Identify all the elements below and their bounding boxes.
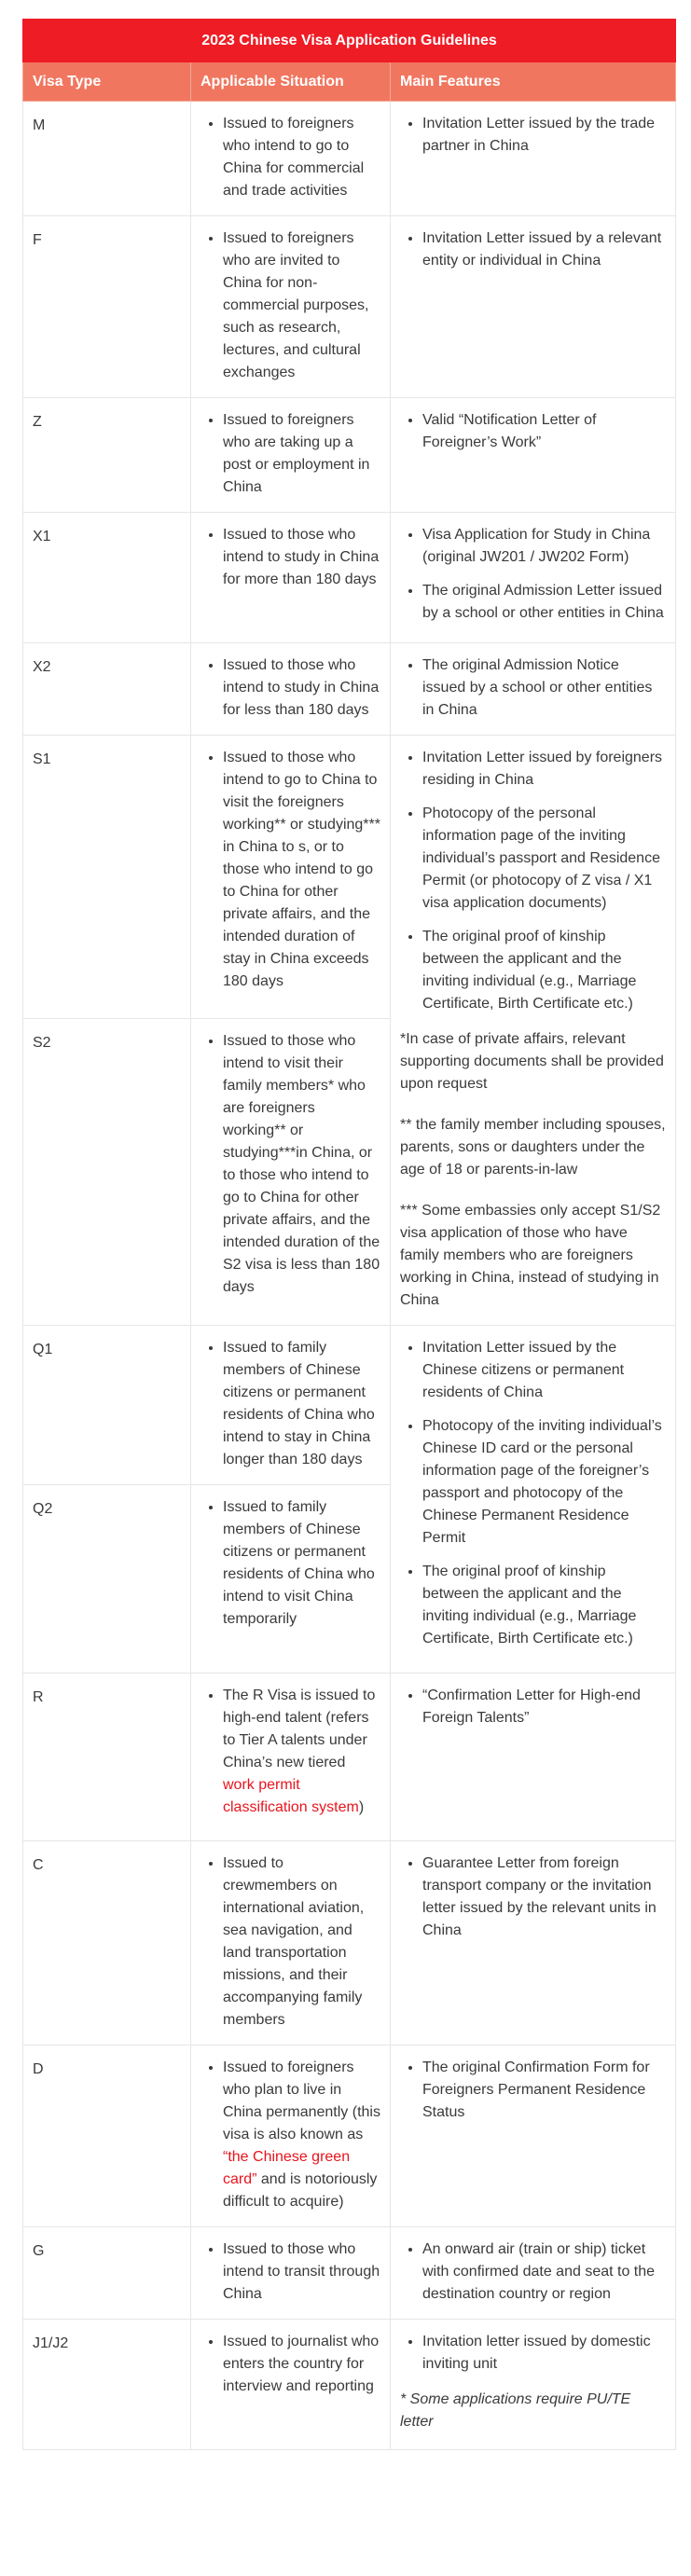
visa-guidelines-table [22,19,676,2450]
situation-z-item: • Issued to foreigners who are taking up a post or employment in China [223,409,380,499]
features-f [391,216,676,398]
note-s-3: *** Some embassies only accept S1/S2 visa application of those who have family members who are foreigners working in China, instead of studying in China [400,1203,661,1308]
row-j1-j2 [23,2320,676,2450]
situation-d-item [223,2057,380,2213]
situation-c [191,1841,391,2046]
situation-f-item: • Issued to foreigners who are invited to China for non-commercial purposes, such as research, lectures, and cultural exchanges [223,227,380,384]
visa-type-g: G [23,2227,191,2320]
situation-z [191,398,391,513]
features-j1-j2 [391,2320,676,2450]
situation-m [191,102,391,216]
visa-type-m: M [23,102,191,216]
row-x1 [23,513,676,643]
row-r [23,1674,676,1841]
header-visa-type: Visa Type [23,62,191,102]
visa-guidelines-wrapper [22,19,675,2450]
feature-x1-2: • The original Admission Letter issued by a school or other entities in China [422,580,666,625]
row-q1 [23,1326,676,1485]
situation-s2-item: • Issued to those who intend to visit their family members* who are foreigners working** or studying***in China, or to those who intend to go to China for other private affairs, and the intended duration of the S2 visa is less than 180 days [223,1030,380,1299]
note-s-1: *In case of private affairs, relevant supporting documents shall be provided upon request [400,1031,664,1092]
situation-x2-item: • Issued to those who intend to study in China for less than 180 days [223,654,380,722]
features-q1-q2 [391,1326,676,1674]
row-c [23,1841,676,2046]
feature-g-1: • An onward air (train or ship) ticket with confirmed date and seat to the destination country or region [422,2239,666,2306]
feature-q-2: • Photocopy of the inviting individual’s Chinese ID card or the personal information page of the foreigner’s passport and photocopy of the Chinese Permanent Residence Permit [422,1415,666,1550]
situation-d-text-end: and is notoriously difficult to acquire) [223,2171,378,2210]
feature-c-1: • Guarantee Letter from foreign transport company or the invitation letter issued by the relevant units in China [422,1853,666,1942]
situation-g [191,2227,391,2320]
situation-s2 [191,1018,391,1325]
features-c [391,1841,676,2046]
feature-j-1: • Invitation letter issued by domestic inviting unit [422,2331,666,2376]
visa-type-c: C [23,1841,191,2046]
feature-x1-1: • Visa Application for Study in China (original JW201 / JW202 Form) [422,524,666,569]
visa-type-x1: X1 [23,513,191,643]
row-g [23,2227,676,2320]
visa-type-r: R [23,1674,191,1841]
row-x2 [23,643,676,736]
situation-r-item [223,1685,380,1819]
visa-type-x2: X2 [23,643,191,736]
situation-j-item: • Issued to journalist who enters the country for interview and reporting [223,2331,380,2398]
feature-q-3: • The original proof of kinship between the applicant and the inviting individual (e.g., Marriage Certificate, Birth Certificate etc.) [422,1561,666,1650]
feature-q-1: • Invitation Letter issued by the Chinese citizens or permanent residents of China [422,1337,666,1404]
visa-type-s1: S1 [23,736,191,1019]
situation-g-item: • Issued to those who intend to transit through China [223,2239,380,2306]
situation-m-item: • Issued to foreigners who intend to go to China for commercial and trade activities [223,113,380,202]
note-j: * Some applications require PU/TE letter [400,2391,631,2430]
row-s1 [23,736,676,1019]
visa-type-q2: Q2 [23,1485,191,1674]
situation-f [191,216,391,398]
visa-type-z: Z [23,398,191,513]
situation-q1-item: • Issued to family members of Chinese citizens or permanent residents of China who intend to stay in China longer than 180 days [223,1337,380,1471]
feature-s-1: • Invitation Letter issued by foreigners residing in China [422,747,666,792]
situation-x1 [191,513,391,643]
situation-d [191,2046,391,2227]
features-d [391,2046,676,2227]
header-main-features: Main Features [391,62,676,102]
feature-m-1: • Invitation Letter issued by the trade partner in China [422,113,666,158]
row-m [23,102,676,216]
features-g [391,2227,676,2320]
features-x1 [391,513,676,643]
visa-type-d: D [23,2046,191,2227]
situation-r-text-end: ) [358,1799,365,1815]
row-f [23,216,676,398]
situation-x2 [191,643,391,736]
table-title: 2023 Chinese Visa Application Guidelines [23,20,676,62]
features-z [391,398,676,513]
work-permit-classification-link[interactable]: work permit classification system [223,1777,359,1815]
situation-x1-item: • Issued to those who intend to study in China for more than 180 days [223,524,380,591]
title-row [23,20,676,62]
feature-s-3: • The original proof of kinship between the applicant and the inviting individual (e.g., Marriage Certificate, Birth Certificate etc.) [422,926,666,1015]
visa-type-f: F [23,216,191,398]
situation-q1 [191,1326,391,1485]
situation-s1-item: • Issued to those who intend to go to China to visit the foreigners working** or studying*** in China to s, or to those who intend to go to China for other private affairs, and the intended duration of stay in China exceeds 180 days [223,747,380,993]
situation-c-item: • Issued to crewmembers on international aviation, sea navigation, and land transportation missions, and their accompanying family members [223,1853,380,2032]
feature-z-1: • Valid “Notification Letter of Foreigner’s Work” [422,409,666,454]
situation-q2-item: • Issued to family members of Chinese citizens or permanent residents of China who intend to visit China temporarily [223,1496,380,1631]
situation-r [191,1674,391,1841]
situation-r-text: The R Visa is issued to high-end talent (refers to Tier A talents under China’s new tiered [223,1687,376,1770]
feature-s-2: • Photocopy of the personal information page of the inviting individual’s passport and Residence Permit (or photocopy of Z visa / X1 visa application documents) [422,803,666,915]
features-s1-s2 [391,736,676,1326]
features-x2 [391,643,676,736]
features-m [391,102,676,216]
features-r [391,1674,676,1841]
feature-x2-1: • The original Admission Notice issued by a school or other entities in China [422,654,666,722]
chinese-green-card-link[interactable]: “the Chinese green card” [223,2149,351,2187]
feature-d-1: • The original Confirmation Form for Foreigners Permanent Residence Status [422,2057,666,2124]
row-d [23,2046,676,2227]
situation-d-text: Issued to foreigners who plan to live in China permanently (this visa is also known as [223,2059,380,2142]
feature-r-1: • “Confirmation Letter for High-end Foreign Talents” [422,1685,666,1729]
header-applicable-situation: Applicable Situation [191,62,391,102]
row-z [23,398,676,513]
visa-type-j1-j2: J1/J2 [23,2320,191,2450]
visa-type-s2: S2 [23,1018,191,1325]
feature-f-1: • Invitation Letter issued by a relevant entity or individual in China [422,227,666,272]
situation-s1 [191,736,391,1019]
situation-q2 [191,1485,391,1674]
header-row [23,62,676,102]
note-s-2: ** the family member including spouses, parents, sons or daughters under the age of 18 or parents-in-law [400,1117,666,1178]
visa-type-q1: Q1 [23,1326,191,1485]
situation-j1-j2 [191,2320,391,2450]
